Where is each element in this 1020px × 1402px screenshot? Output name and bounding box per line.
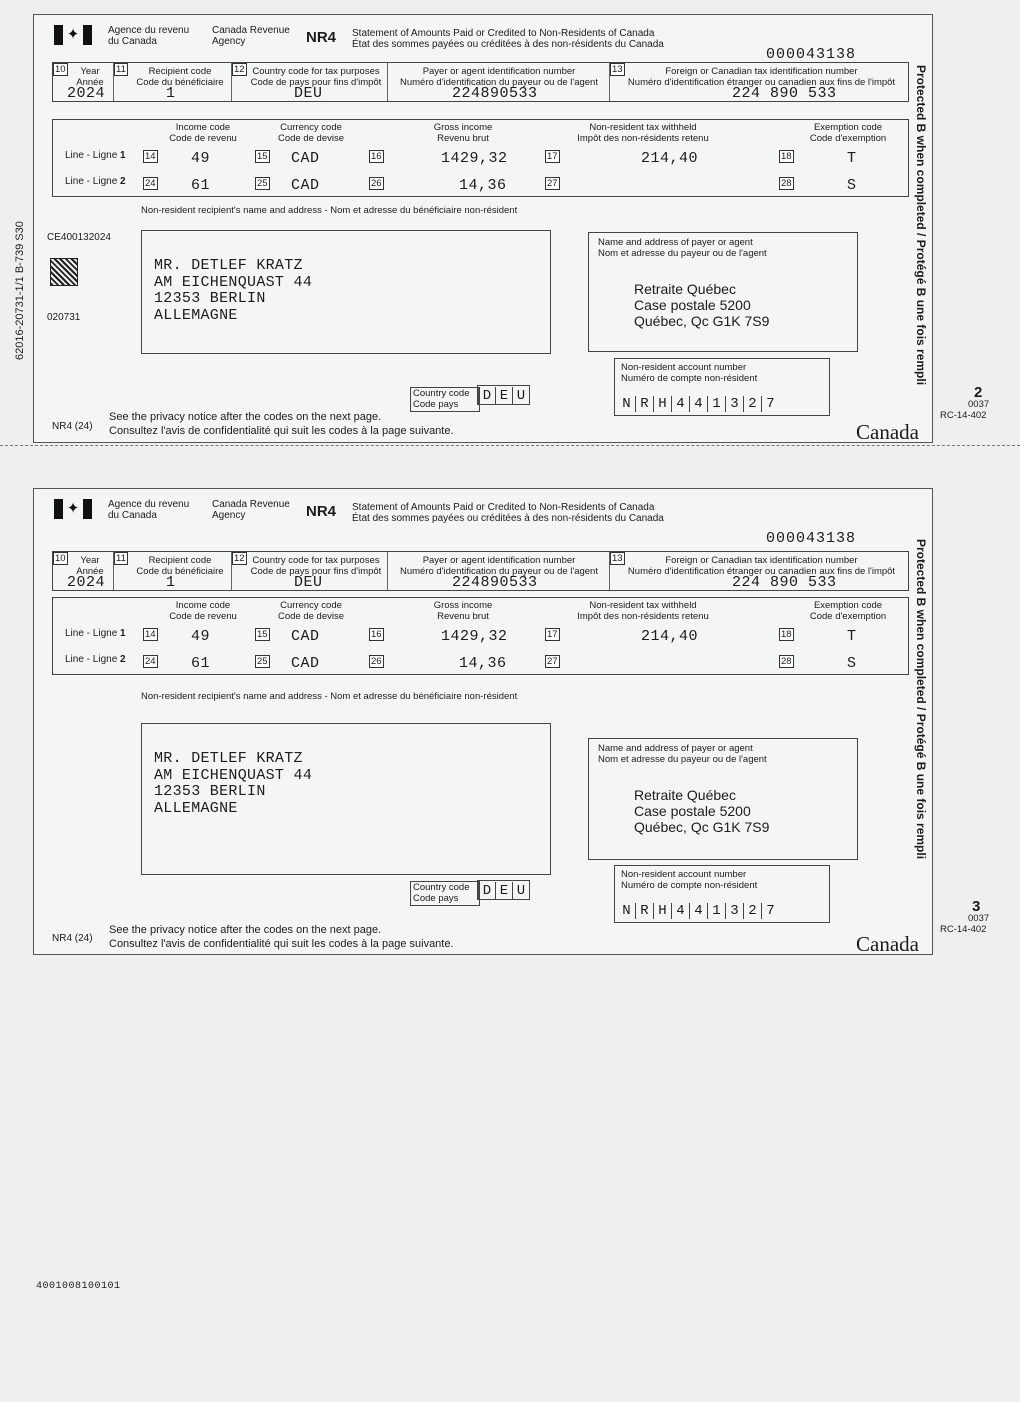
line-1-currency: CAD (291, 150, 320, 167)
nr4-slip-copy-2 (33, 14, 933, 443)
privacy-notice: See the privacy notice after the codes on the next page. Consultez l'avis de confidentialité qui suit les codes à la page suivante. (109, 411, 454, 437)
recipient-name-label: Non-resident recipient's name and address - Nom et adresse du bénéficiaire non-résident (141, 691, 518, 702)
payer-address: Retraite Québec Case postale 5200 Québec, Qc G1K 7S9 (634, 281, 770, 329)
account-number: N R H 4 4 1 3 2 7 (618, 901, 779, 919)
form-id: NR4 (306, 29, 337, 46)
recipient-code-value: 1 (166, 574, 176, 591)
year-value: 2024 (67, 574, 106, 591)
form-title-fr: État des sommes payées ou créditées à des non-résidents du Canada (352, 39, 664, 50)
form-title-en: Statement of Amounts Paid or Credited to Non-Residents of Canada (352, 502, 655, 513)
foreign-id-cell: 13 Foreign or Canadian tax identification number Numéro d'identification étranger ou canadien aux fins de l'impôt 224 890 533 (609, 63, 909, 101)
recipient-code-cell: 11 Recipient code Code du bénéficiaire 1 (113, 63, 232, 101)
serial-number: 000043138 (766, 530, 857, 547)
form-title-fr: État des sommes payées ou créditées à des non-résidents du Canada (352, 513, 664, 524)
line-2-exemption: S (847, 177, 857, 194)
country-code-tax-value: DEU (294, 85, 323, 102)
footer-code: 4001008100101 (36, 1281, 121, 1292)
form-side-code: 62016-20731-1/1 B-739 S30 (14, 221, 26, 360)
payer-id-value: 224890533 (452, 85, 538, 102)
ce-code: CE400132024 (47, 232, 111, 243)
form-title-en: Statement of Amounts Paid or Credited to Non-Residents of Canada (352, 28, 655, 39)
protected-b-label: Protected B when completed / Protégé B une fois rempli (914, 65, 928, 386)
country-code-boxes: D E U (477, 385, 530, 405)
recipient-address: MR. DETLEF KRATZ AM EICHENQUAST 44 12353 BERLIN ALLEMAGNE (154, 750, 313, 817)
recipient-code-cell: 11 Recipient code Code du bénéficiaire 1 (113, 552, 232, 590)
line-2-gross: 14,36 (459, 655, 507, 672)
form-id: NR4 (306, 503, 337, 520)
year-cell: 10 Year Année 2024 (55, 553, 106, 591)
copy-number: 3 (972, 898, 981, 915)
recipient-address: MR. DETLEF KRATZ AM EICHENQUAST 44 12353 BERLIN ALLEMAGNE (154, 257, 313, 324)
payer-address: Retraite Québec Case postale 5200 Québec, Qc G1K 7S9 (634, 787, 770, 835)
code-0037: 0037 (968, 399, 990, 410)
country-code-tax-cell: 12 Country code for tax purposes Code de pays pour fins d'impôt DEU (231, 552, 388, 590)
canada-wordmark: Canada (856, 420, 919, 444)
income-table: Income code Code de revenu Currency code Code de devise Gross income Revenu brut Non-resident tax withheld Impôt des non-résidents retenu Exemption code Code d'exemption Line - Ligne 1 14 49 15 CAD 16 1429,32 17 214,40 18 T Line - Ligne 2 24 61 25 CAD 26 14,36 27 28 S (52, 597, 909, 675)
line-2-label: Line - Ligne 2 (65, 176, 126, 187)
line-1-gross: 1429,32 (441, 150, 508, 167)
line-1-label: Line - Ligne 1 (65, 150, 126, 161)
agency-name-en: Canada Revenue Agency (212, 25, 290, 47)
canada-flag-icon: ✦ (54, 499, 92, 519)
foreign-id-value: 224 890 533 (732, 574, 837, 591)
line-1-exemption: T (847, 150, 857, 167)
datamatrix-barcode-icon (50, 258, 78, 286)
agency-name-fr: Agence du revenu du Canada (108, 25, 190, 47)
country-code-label: Country code Code pays (410, 881, 480, 906)
line-1-tax: 214,40 (641, 150, 699, 167)
line-1-exemption: T (847, 628, 857, 645)
payer-id-value: 224890533 (452, 574, 538, 591)
account-number-box: Non-resident account number Numéro de compte non-résident N R H 4 4 1 3 2 7 (614, 865, 830, 923)
payer-id-cell: Payer or agent identification number Numéro d'identification du payeur ou de l'agent 224890533 (387, 63, 610, 101)
year-value: 2024 (67, 85, 106, 102)
privacy-notice: See the privacy notice after the codes on the next page. Consultez l'avis de confidentialité qui suit les codes à la page suivante. (109, 924, 454, 950)
recipient-address-box (141, 230, 551, 354)
line-2-label: Line - Ligne 2 (65, 654, 126, 665)
payer-address-box: Name and address of payer or agent Nom et adresse du payeur ou de l'agent Retraite Québec Case postale 5200 Québec, Qc G1K 7S9 (588, 738, 858, 860)
payer-id-cell: Payer or agent identification number Numéro d'identification du payeur ou de l'agent 224890533 (387, 552, 610, 590)
account-number: N R H 4 4 1 3 2 7 (618, 394, 779, 412)
canada-wordmark: Canada (856, 932, 919, 956)
agency-name-fr: Agence du revenu du Canada (108, 499, 190, 521)
tear-line (0, 445, 1020, 446)
canada-flag-icon: ✦ (54, 25, 92, 45)
copy-number: 2 (974, 384, 983, 401)
income-table: Income code Code de revenu Currency code Code de devise Gross income Revenu brut Non-resident tax withheld Impôt des non-résidents retenu Exemption code Code d'exemption Line - Ligne 1 14 49 15 CAD 16 1429,32 17 214,40 18 T Line - Ligne 2 24 61 25 CAD 26 14,36 27 28 S (52, 119, 909, 197)
account-number-box: Non-resident account number Numéro de compte non-résident N R H 4 4 1 3 2 7 (614, 358, 830, 416)
identification-row (52, 551, 909, 591)
line-2-income-code: 61 (191, 655, 211, 672)
year-cell: 10 Year Année 2024 (55, 64, 106, 102)
identification-row (52, 62, 909, 102)
batch-number: 020731 (47, 312, 81, 323)
foreign-id-cell: 13 Foreign or Canadian tax identification number Numéro d'identification étranger ou canadien aux fins de l'impôt 224 890 533 (609, 552, 909, 590)
form-version: NR4 (24) (52, 421, 93, 432)
protected-b-label: Protected B when completed / Protégé B une fois rempli (914, 539, 928, 860)
line-1-gross: 1429,32 (441, 628, 508, 645)
rc-code: RC-14-402 (940, 924, 987, 935)
nr4-slip-copy-3 (33, 488, 933, 955)
recipient-address-box (141, 723, 551, 875)
line-1-tax: 214,40 (641, 628, 699, 645)
line-2-gross: 14,36 (459, 177, 507, 194)
rc-code: RC-14-402 (940, 410, 987, 421)
code-0037: 0037 (968, 913, 990, 924)
agency-name-en: Canada Revenue Agency (212, 499, 290, 521)
line-2-currency: CAD (291, 177, 320, 194)
line-2-income-code: 61 (191, 177, 211, 194)
country-code-boxes: D E U (477, 880, 530, 900)
recipient-code-value: 1 (166, 85, 176, 102)
payer-address-box: Name and address of payer or agent Nom et adresse du payeur ou de l'agent Retraite Québec Case postale 5200 Québec, Qc G1K 7S9 (588, 232, 858, 352)
line-2-currency: CAD (291, 655, 320, 672)
country-code-label: Country code Code pays (410, 387, 480, 412)
country-code-tax-cell: 12 Country code for tax purposes Code de pays pour fins d'impôt DEU (231, 63, 388, 101)
line-1-currency: CAD (291, 628, 320, 645)
form-version: NR4 (24) (52, 933, 93, 944)
recipient-name-label: Non-resident recipient's name and address - Nom et adresse du bénéficiaire non-résident (141, 205, 518, 216)
foreign-id-value: 224 890 533 (732, 85, 837, 102)
line-1-income-code: 49 (191, 150, 211, 167)
line-2-exemption: S (847, 655, 857, 672)
serial-number: 000043138 (766, 46, 857, 63)
line-1-income-code: 49 (191, 628, 211, 645)
country-code-tax-value: DEU (294, 574, 323, 591)
line-1-label: Line - Ligne 1 (65, 628, 126, 639)
